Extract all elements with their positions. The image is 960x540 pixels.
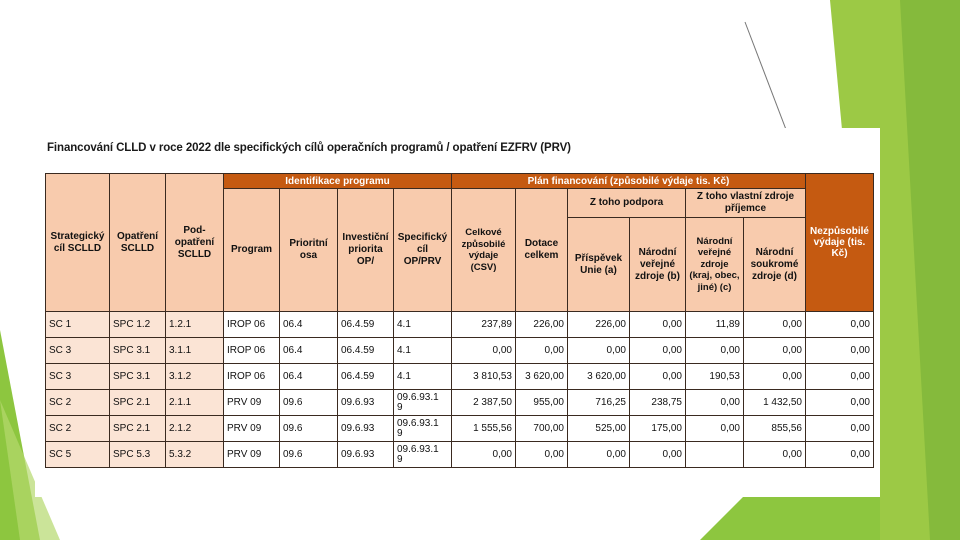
- col-national-public: Národní veřejné zdroje (b): [630, 218, 686, 312]
- header-row-1: [46, 174, 874, 189]
- col-own-public: Národní veřejné zdroje (kraj, obec, jiné) (c): [686, 218, 744, 312]
- financing-table: [45, 173, 874, 468]
- cell-grant: 955,00: [516, 390, 568, 416]
- col-specific: Specifický cíl OP/PRV: [394, 189, 452, 312]
- col-submeasure: Pod-opatření SCLLD: [166, 174, 224, 312]
- cell-axis: 06.4: [280, 312, 338, 338]
- cell-total: 2 387,50: [452, 390, 516, 416]
- cell-grant: 0,00: [516, 338, 568, 364]
- cell-program: IROP 06: [224, 364, 280, 390]
- cell-priority: 06.4.59: [338, 312, 394, 338]
- cell-eu: 716,25: [568, 390, 630, 416]
- col-total: Celkové způsobilé výdaje (CSV): [452, 189, 516, 312]
- cell-specific: 4.1: [394, 338, 452, 364]
- col-priority: Investiční priorita OP/: [338, 189, 394, 312]
- document-image: [35, 128, 880, 497]
- cell-own-public: 11,89: [686, 312, 744, 338]
- cell-measure: SPC 5.3: [110, 442, 166, 468]
- cell-measure: SPC 3.1: [110, 338, 166, 364]
- cell-own-private: 0,00: [744, 364, 806, 390]
- cell-own-private: 1 432,50: [744, 390, 806, 416]
- cell-national: 0,00: [630, 312, 686, 338]
- col-axis: Prioritní osa: [280, 189, 338, 312]
- cell-axis: 06.4: [280, 338, 338, 364]
- cell-eu: 0,00: [568, 442, 630, 468]
- col-program: Program: [224, 189, 280, 312]
- cell-grant: 0,00: [516, 442, 568, 468]
- header-of-which-support: Z toho podpora: [568, 189, 686, 218]
- cell-total: 0,00: [452, 338, 516, 364]
- cell-priority: 09.6.93: [338, 390, 394, 416]
- cell-measure: SPC 3.1: [110, 364, 166, 390]
- col-grant: Dotace celkem: [516, 189, 568, 312]
- cell-eu: 226,00: [568, 312, 630, 338]
- cell-ineligible: 0,00: [806, 442, 874, 468]
- cell-eu: 0,00: [568, 338, 630, 364]
- cell-eu: 3 620,00: [568, 364, 630, 390]
- cell-specific: 09.6.93.1 9: [394, 416, 452, 442]
- cell-total: 1 555,56: [452, 416, 516, 442]
- header-identification: Identifikace programu: [224, 174, 452, 189]
- cell-goal: SC 1: [46, 312, 110, 338]
- cell-goal: SC 2: [46, 416, 110, 442]
- cell-program: IROP 06: [224, 338, 280, 364]
- cell-own-public: 190,53: [686, 364, 744, 390]
- cell-axis: 09.6: [280, 390, 338, 416]
- cell-goal: SC 5: [46, 442, 110, 468]
- cell-own-private: 0,00: [744, 442, 806, 468]
- col-eu: Příspěvek Unie (a): [568, 218, 630, 312]
- table-row: [46, 312, 874, 338]
- cell-sub: 3.1.1: [166, 338, 224, 364]
- cell-own-public: 0,00: [686, 416, 744, 442]
- cell-specific: 4.1: [394, 364, 452, 390]
- cell-own-private: 855,56: [744, 416, 806, 442]
- col-ineligible: Nezpůsobilé výdaje (tis. Kč): [806, 174, 874, 312]
- cell-total: 237,89: [452, 312, 516, 338]
- table-row: [46, 364, 874, 390]
- cell-priority: 09.6.93: [338, 442, 394, 468]
- header-financing-plan: Plán financování (způsobilé výdaje tis. Kč): [452, 174, 806, 189]
- cell-ineligible: 0,00: [806, 390, 874, 416]
- cell-eu: 525,00: [568, 416, 630, 442]
- table-row: [46, 338, 874, 364]
- cell-axis: 09.6: [280, 416, 338, 442]
- cell-national: 238,75: [630, 390, 686, 416]
- document-title: Financování CLLD v roce 2022 dle specifických cílů operačních programů / opatření EZFRV (PRV): [47, 142, 571, 154]
- cell-national: 175,00: [630, 416, 686, 442]
- cell-ineligible: 0,00: [806, 312, 874, 338]
- cell-grant: 3 620,00: [516, 364, 568, 390]
- cell-sub: 3.1.2: [166, 364, 224, 390]
- cell-measure: SPC 2.1: [110, 416, 166, 442]
- cell-national: 0,00: [630, 442, 686, 468]
- cell-specific: 4.1: [394, 312, 452, 338]
- thin-line: [745, 22, 790, 140]
- cell-sub: 2.1.2: [166, 416, 224, 442]
- cell-specific: 09.6.93.1 9: [394, 390, 452, 416]
- cell-axis: 06.4: [280, 364, 338, 390]
- cell-total: 3 810,53: [452, 364, 516, 390]
- cell-sub: 5.3.2: [166, 442, 224, 468]
- cell-measure: SPC 2.1: [110, 390, 166, 416]
- col-own-private: Národní soukromé zdroje (d): [744, 218, 806, 312]
- cell-own-public: [686, 442, 744, 468]
- cell-goal: SC 3: [46, 364, 110, 390]
- cell-specific: 09.6.93.1 9: [394, 442, 452, 468]
- cell-sub: 2.1.1: [166, 390, 224, 416]
- cell-goal: SC 2: [46, 390, 110, 416]
- cell-ineligible: 0,00: [806, 364, 874, 390]
- cell-ineligible: 0,00: [806, 338, 874, 364]
- cell-national: 0,00: [630, 364, 686, 390]
- cell-own-private: 0,00: [744, 338, 806, 364]
- cell-program: IROP 06: [224, 312, 280, 338]
- cell-grant: 226,00: [516, 312, 568, 338]
- cell-own-private: 0,00: [744, 312, 806, 338]
- header-of-which-own: Z toho vlastní zdroje příjemce: [686, 189, 806, 218]
- cell-priority: 06.4.59: [338, 364, 394, 390]
- col-measure: Opatření SCLLD: [110, 174, 166, 312]
- cell-axis: 09.6: [280, 442, 338, 468]
- cell-total: 0,00: [452, 442, 516, 468]
- cell-program: PRV 09: [224, 390, 280, 416]
- cell-priority: 06.4.59: [338, 338, 394, 364]
- col-goal: Strategický cíl SCLLD: [46, 174, 110, 312]
- table-row: [46, 442, 874, 468]
- table-row: [46, 390, 874, 416]
- cell-own-public: 0,00: [686, 338, 744, 364]
- cell-priority: 09.6.93: [338, 416, 394, 442]
- cell-program: PRV 09: [224, 416, 280, 442]
- cell-ineligible: 0,00: [806, 416, 874, 442]
- cell-program: PRV 09: [224, 442, 280, 468]
- cell-sub: 1.2.1: [166, 312, 224, 338]
- cell-measure: SPC 1.2: [110, 312, 166, 338]
- cell-own-public: 0,00: [686, 390, 744, 416]
- cell-grant: 700,00: [516, 416, 568, 442]
- cell-goal: SC 3: [46, 338, 110, 364]
- cell-national: 0,00: [630, 338, 686, 364]
- table-row: [46, 416, 874, 442]
